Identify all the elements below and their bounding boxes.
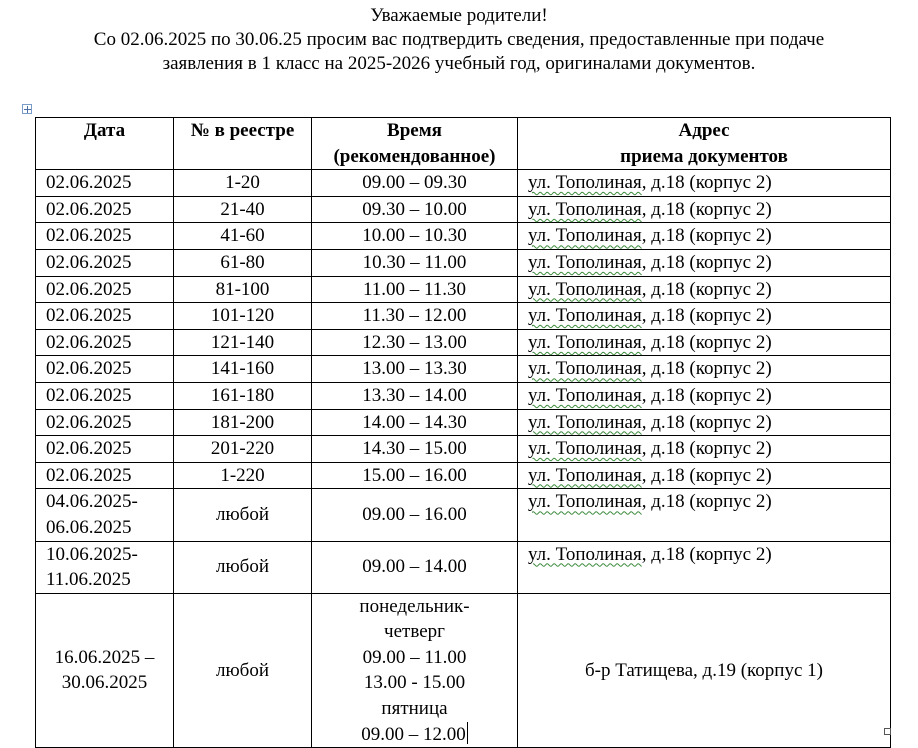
cell-registry: 1-20 bbox=[174, 170, 312, 197]
cell-date: 02.06.2025 bbox=[36, 223, 174, 250]
cell-registry: 61-80 bbox=[174, 249, 312, 276]
cell-registry: 101-120 bbox=[174, 303, 312, 330]
table-row bbox=[36, 223, 891, 250]
cell-date: 10.06.2025- 11.06.2025 bbox=[36, 541, 174, 593]
table-row bbox=[36, 249, 891, 276]
cell-registry: 161-180 bbox=[174, 382, 312, 409]
cell-date: 02.06.2025 bbox=[36, 196, 174, 223]
page-heading bbox=[0, 4, 918, 76]
cell-time: 10.00 – 10.30 bbox=[312, 223, 518, 250]
cell-time: 14.30 – 15.00 bbox=[312, 436, 518, 463]
cell-time: 09.30 – 10.00 bbox=[312, 196, 518, 223]
text-cursor bbox=[467, 722, 468, 744]
table-row bbox=[36, 196, 891, 223]
cell-registry: 121-140 bbox=[174, 329, 312, 356]
table-row bbox=[36, 329, 891, 356]
cell-address: ул. Тополиная, д.18 (корпус 2) bbox=[518, 356, 891, 383]
cell-address: ул. Тополиная, д.18 (корпус 2) bbox=[518, 196, 891, 223]
cell-address: ул. Тополиная, д.18 (корпус 2) bbox=[518, 170, 891, 197]
cell-address: ул. Тополиная, д.18 (корпус 2) bbox=[518, 329, 891, 356]
cell-address: ул. Тополиная, д.18 (корпус 2) bbox=[518, 249, 891, 276]
cell-time: 13.30 – 14.00 bbox=[312, 382, 518, 409]
cell-registry: 1-220 bbox=[174, 462, 312, 489]
cell-date: 02.06.2025 bbox=[36, 249, 174, 276]
cell-address: ул. Тополиная, д.18 (корпус 2) bbox=[518, 409, 891, 436]
cell-time: 09.00 – 09.30 bbox=[312, 170, 518, 197]
cell-registry: 81-100 bbox=[174, 276, 312, 303]
cell-date: 02.06.2025 bbox=[36, 462, 174, 489]
cell-date: 02.06.2025 bbox=[36, 356, 174, 383]
table-row bbox=[36, 382, 891, 409]
table-row bbox=[36, 489, 891, 541]
cell-time: 09.00 – 14.00 bbox=[312, 541, 518, 593]
cell-time: 15.00 – 16.00 bbox=[312, 462, 518, 489]
cell-date: 02.06.2025 bbox=[36, 170, 174, 197]
cell-date: 02.06.2025 bbox=[36, 276, 174, 303]
header-registry: № в реестре bbox=[174, 118, 312, 170]
heading-text-line-1: Со 02.06.2025 по 30.06.25 просим вас подтвердить сведения, предоставленные при подаче bbox=[93, 29, 825, 50]
cell-date: 02.06.2025 bbox=[36, 436, 174, 463]
cell-address: ул. Тополиная, д.18 (корпус 2) bbox=[518, 382, 891, 409]
schedule-table bbox=[35, 117, 891, 748]
cell-date: 02.06.2025 bbox=[36, 329, 174, 356]
table-row bbox=[36, 303, 891, 330]
cell-time: 12.30 – 13.00 bbox=[312, 329, 518, 356]
cell-date: 02.06.2025 bbox=[36, 382, 174, 409]
cell-time: 10.30 – 11.00 bbox=[312, 249, 518, 276]
table-header-row bbox=[36, 118, 891, 170]
table-row bbox=[36, 436, 891, 463]
cell-registry: 201-220 bbox=[174, 436, 312, 463]
cell-registry: 181-200 bbox=[174, 409, 312, 436]
cell-registry: любой bbox=[174, 541, 312, 593]
cell-registry: любой bbox=[174, 593, 312, 748]
cell-address: б-р Татищева, д.19 (корпус 1) bbox=[518, 593, 891, 748]
cell-address: ул. Тополиная, д.18 (корпус 2) bbox=[518, 303, 891, 330]
table-row bbox=[36, 409, 891, 436]
cell-date: 02.06.2025 bbox=[36, 303, 174, 330]
table-row bbox=[36, 462, 891, 489]
table-row bbox=[36, 593, 891, 748]
cell-registry: 41-60 bbox=[174, 223, 312, 250]
cell-time: 11.30 – 12.00 bbox=[312, 303, 518, 330]
cell-address: ул. Тополиная, д.18 (корпус 2) bbox=[518, 436, 891, 463]
table-row bbox=[36, 356, 891, 383]
cell-time: 13.00 – 13.30 bbox=[312, 356, 518, 383]
cell-time: понедельник- четверг 09.00 – 11.00 13.00 - 15.00 пятница 09.00 – 12.00 bbox=[312, 593, 518, 748]
table-move-handle-icon[interactable] bbox=[22, 104, 32, 114]
cell-address: ул. Тополиная, д.18 (корпус 2) bbox=[518, 462, 891, 489]
table-resize-handle-icon[interactable] bbox=[884, 728, 891, 735]
header-address: Адрес приема документов bbox=[518, 118, 891, 170]
cell-registry: 21-40 bbox=[174, 196, 312, 223]
cell-address: ул. Тополиная, д.18 (корпус 2) bbox=[518, 541, 891, 593]
cell-date: 16.06.2025 – 30.06.2025 bbox=[36, 593, 174, 748]
cell-date: 02.06.2025 bbox=[36, 409, 174, 436]
cell-address: ул. Тополиная, д.18 (корпус 2) bbox=[518, 489, 891, 541]
cell-date: 04.06.2025- 06.06.2025 bbox=[36, 489, 174, 541]
cell-registry: любой bbox=[174, 489, 312, 541]
cell-address: ул. Тополиная, д.18 (корпус 2) bbox=[518, 276, 891, 303]
heading-greeting: Уважаемые родители! bbox=[370, 5, 548, 26]
cell-registry: 141-160 bbox=[174, 356, 312, 383]
header-date: Дата bbox=[36, 118, 174, 170]
cell-time: 11.00 – 11.30 bbox=[312, 276, 518, 303]
cell-time: 14.00 – 14.30 bbox=[312, 409, 518, 436]
table-row bbox=[36, 170, 891, 197]
table-row bbox=[36, 276, 891, 303]
cell-address: ул. Тополиная, д.18 (корпус 2) bbox=[518, 223, 891, 250]
heading-text-line-2: заявления в 1 класс на 2025-2026 учебный год, оригиналами документов. bbox=[162, 53, 756, 74]
header-time: Время (рекомендованное) bbox=[312, 118, 518, 170]
cell-time: 09.00 – 16.00 bbox=[312, 489, 518, 541]
table-row bbox=[36, 541, 891, 593]
